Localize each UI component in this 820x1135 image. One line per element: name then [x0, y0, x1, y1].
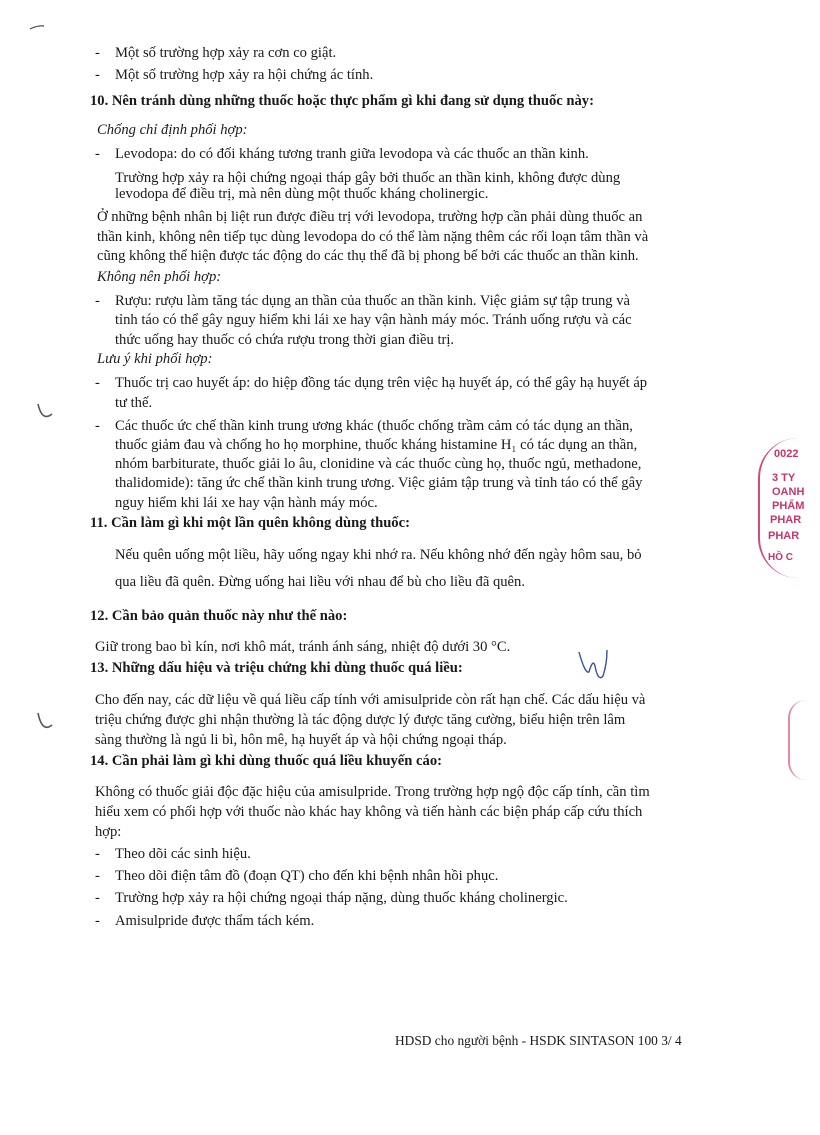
list-item-line: tư thế. [115, 395, 153, 411]
bullet-dash: - [95, 868, 100, 884]
paragraph-line: hiểu xem có phối hợp với thuốc nào khác hay không và tiến hành các biện pháp cấp cứu thích [95, 804, 643, 820]
list-item: Theo dõi các sinh hiệu. [115, 846, 251, 862]
list-item: Các thuốc ức chế thần kinh trung ương khác (thuốc chống trầm cảm có tác dụng an thần, [115, 418, 633, 434]
paragraph-line: qua liều đã quên. Đừng uống hai liều với nhau để bù cho liều đã quên. [115, 574, 525, 590]
page-footer: HDSD cho người bệnh - HSDK SINTASON 100 3/ 4 [395, 1033, 682, 1048]
section-heading-14: 14. Cần phải làm gì khi dùng thuốc quá liều khuyến cáo: [90, 753, 442, 769]
paragraph-line: Không có thuốc giải độc đặc hiệu của amisulpride. Trong trường hợp ngộ độc cấp tính, cần tìm [95, 784, 650, 800]
list-item: Một số trường hợp xảy ra cơn co giật. [115, 45, 337, 61]
paragraph-line: cũng không thể hiện được tác động do các thụ thể đã bị phong bế bởi các thuốc an thần kinh. [97, 248, 639, 264]
list-item-line: thuốc giảm đau và chống ho họ morphine, thuốc kháng histamine H₁ có tác dụng an thần, [115, 437, 638, 453]
stamp-text: PHAR [770, 514, 802, 526]
list-item-line: thalidomide): tăng ức chế thần kinh trung ương. Việc giảm tập trung và tỉnh táo có thể gây [115, 475, 643, 491]
bullet-dash: - [95, 418, 100, 434]
stamp-text: 0022 [774, 448, 799, 460]
stamp-fragment-lower [788, 700, 806, 780]
bullet-dash: - [95, 45, 100, 61]
paragraph-line: Trường hợp xảy ra hội chứng ngoại tháp gây bởi thuốc an thần kinh, không được dùng [115, 170, 621, 186]
paragraph-line: thần kinh, không nên tiếp tục dùng levodopa do có thể làm nặng thêm các rối loạn tâm thần và [97, 229, 649, 245]
bullet-dash: - [95, 67, 100, 83]
stamp-text: OANH [772, 486, 805, 498]
handwritten-initial [579, 650, 607, 678]
bullet-dash: - [95, 846, 100, 862]
list-item-line: thức uống hay thuốc có chứa rượu trong thời gian điều trị. [115, 332, 455, 348]
bullet-dash: - [95, 890, 100, 906]
stamp-text: PHAR [768, 530, 800, 542]
list-item: Thuốc trị cao huyết áp: do hiệp đồng tác dụng trên việc hạ huyết áp, có thể gây hạ huyết áp [115, 375, 648, 391]
stamp-text: HỒ C [768, 552, 793, 563]
paragraph-line: Cho đến nay, các dữ liệu về quá liều cấp tính với amisulpride còn rất hạn chế. Các dấu hiệu và [95, 692, 646, 708]
punch-hole-mark-upper [38, 404, 52, 416]
paragraph-line: Nếu quên uống một liều, hãy uống ngay khi nhớ ra. Nếu không nhớ đến ngày hôm sau, bỏ [115, 547, 642, 563]
paragraph-line: sàng thường là ngủ li bì, hôn mê, hạ huyết áp và hội chứng ngoại tháp. [95, 732, 507, 748]
section-heading-13: 13. Những dấu hiệu và triệu chứng khi dùng thuốc quá liều: [90, 660, 463, 676]
list-item: Trường hợp xảy ra hội chứng ngoại tháp nặng, dùng thuốc kháng cholinergic. [115, 890, 568, 906]
list-item-line: nguy hiểm khi lái xe hay vận hành máy móc. [115, 495, 378, 511]
bullet-dash: - [95, 375, 100, 391]
list-item: Levodopa: do có đối kháng tương tranh giữa levodopa và các thuốc an thần kinh. [115, 146, 589, 162]
subheading: Chống chỉ định phối hợp: [97, 122, 248, 138]
company-stamp [758, 438, 820, 578]
corner-mark [30, 26, 44, 29]
paragraph-line: Giữ trong bao bì kín, nơi khô mát, tránh ánh sáng, nhiệt độ dưới 30 °C. [95, 639, 511, 655]
section-heading-10: 10. Nên tránh dùng những thuốc hoặc thực phẩm gì khi đang sử dụng thuốc này: [90, 93, 594, 109]
list-item: Theo dõi điện tâm đồ (đoạn QT) cho đến khi bệnh nhân hồi phục. [115, 868, 499, 884]
stamp-text: 3 TY [772, 472, 796, 484]
stamp-text: PHẨM [772, 500, 805, 512]
subheading: Không nên phối hợp: [97, 269, 222, 285]
list-item: Một số trường hợp xảy ra hội chứng ác tính. [115, 67, 374, 83]
bullet-dash: - [95, 146, 100, 162]
paragraph-line: triệu chứng được ghi nhận thường là tác động dược lý được tăng cường, biểu hiện trên lâm [95, 712, 626, 728]
list-item-line: nhóm barbiturate, thuốc giải lo âu, clonidine và các thuốc cùng họ, thuốc ngủ, methadone, [115, 456, 642, 472]
paragraph-line: levodopa để điều trị, mà nên dùng một thuốc kháng cholinergic. [115, 186, 489, 202]
list-item: Rượu: rượu làm tăng tác dụng an thần của thuốc an thần kinh. Việc giảm sự tập trung và [115, 293, 631, 309]
paragraph-line: hợp: [95, 824, 122, 840]
bullet-dash: - [95, 293, 100, 309]
section-heading-11: 11. Cần làm gì khi một lần quên không dùng thuốc: [90, 515, 410, 531]
list-item: Amisulpride được thẩm tách kém. [115, 913, 315, 929]
subheading: Lưu ý khi phối hợp: [97, 351, 213, 367]
bullet-dash: - [95, 913, 100, 929]
punch-hole-mark-lower [38, 713, 52, 727]
paragraph-line: Ở những bệnh nhân bị liệt run được điều trị với levodopa, trường hợp cần phải dùng thuốc an [97, 209, 643, 225]
list-item-line: tỉnh táo có thể gây nguy hiểm khi lái xe hay vận hành máy móc. Tránh uống rượu và các [115, 312, 632, 328]
section-heading-12: 12. Cần bảo quản thuốc này như thế nào: [90, 608, 348, 624]
